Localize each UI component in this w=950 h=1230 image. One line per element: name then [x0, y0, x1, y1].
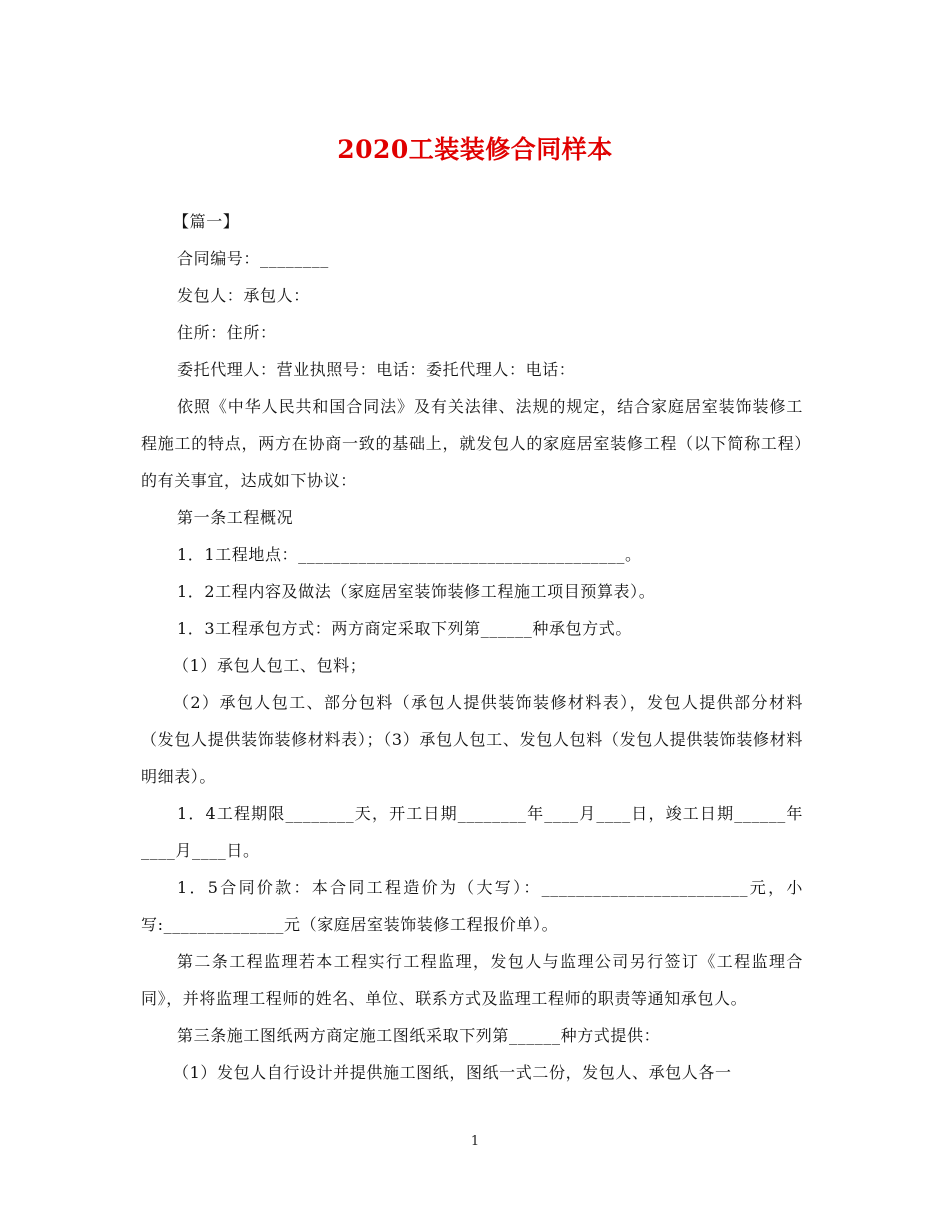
article-3-option-1: （1）发包人自行设计并提供施工图纸，图纸一式二份，发包人、承包人各一: [173, 1063, 732, 1082]
paragraph-addresses: 住所：住所：: [177, 323, 277, 342]
clause-1-5: 1．5合同价款：本合同工程造价为（大写）：________________________元，小写:______________元（家庭居室装饰装修工程报价单）。: [141, 878, 803, 934]
clause-1-2: 1．2工程内容及做法（家庭居室装饰装修工程施工项目预算表）。: [177, 582, 656, 601]
clause-1-3: 1．3工程承包方式：两方商定采取下列第______种承包方式。: [177, 619, 632, 638]
clause-1-4: 1．4工程期限________天，开工日期________年____月____日，竣工日期______年____月____日。: [141, 804, 803, 860]
article-1-heading: 第一条工程概况: [177, 508, 294, 527]
article-2: 第二条工程监理若本工程实行工程监理，发包人与监理公司另行签订《工程监理合同》，并将监理工程师的姓名、单位、联系方式及监理工程师的职责等通知承包人。: [141, 952, 803, 1008]
paragraph-agents: 委托代理人：营业执照号：电话：委托代理人：电话：: [177, 360, 576, 379]
section-heading: 【篇一】: [173, 212, 240, 231]
paragraph-preamble: 依照《中华人民共和国合同法》及有关法律、法规的规定，结合家庭居室装饰装修工程施工的特点，两方在协商一致的基础上，就发包人的家庭居室装修工程（以下简称工程）的有关事宜，达成如下协议：: [141, 397, 803, 490]
clause-1-3-option-1: （1）承包人包工、包料；: [173, 656, 367, 675]
clause-1-3-option-2-3: （2）承包人包工、部分包料（承包人提供装饰装修材料表），发包人提供部分材料（发包人提供装饰装修材料表）；（3）承包人包工、发包人包料（发包人提供装饰装修材料明细表）。: [141, 693, 803, 786]
document-body: [141, 203, 803, 1091]
page-number: 1: [470, 1134, 480, 1149]
paragraph-contract-number: 合同编号：________: [177, 249, 329, 268]
paragraph-parties: 发包人：承包人：: [177, 286, 310, 305]
article-3: 第三条施工图纸两方商定施工图纸采取下列第______种方式提供：: [177, 1026, 661, 1045]
document-title: 2020工装装修合同样本: [337, 135, 613, 164]
clause-1-1: 1．1工程地点：______________________________________。: [177, 545, 642, 564]
